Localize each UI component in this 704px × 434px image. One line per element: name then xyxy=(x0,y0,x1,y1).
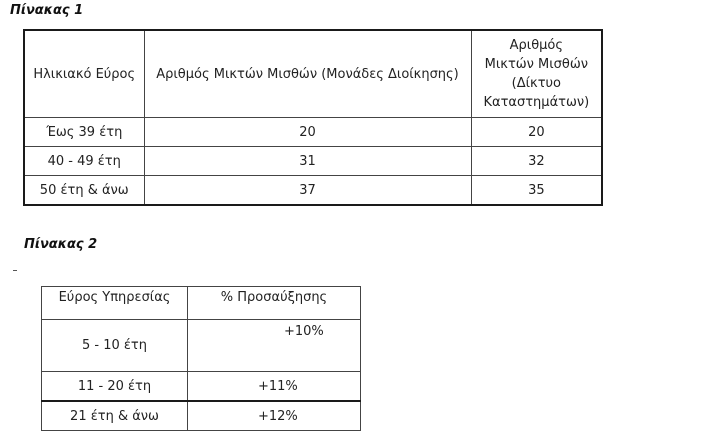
age-range-salaries-table xyxy=(23,29,603,206)
table-row xyxy=(42,372,361,402)
table-2-caption: Πίνακας 2 xyxy=(24,237,98,252)
age-range-cell: Έως 39 έτη xyxy=(24,118,144,147)
header-branch-network-salaries: Αριθμός Μικτών Μισθών (Δίκτυο Καταστημάτων) xyxy=(471,30,602,118)
admin-units-cell: 20 xyxy=(144,118,471,147)
age-range-cell: 40 - 49 έτη xyxy=(24,147,144,176)
table-row xyxy=(42,401,361,431)
header-admin-units-salaries: Αριθμός Μικτών Μισθών (Μονάδες Διοίκησης) xyxy=(144,30,471,118)
increase-percent-cell: +12% xyxy=(188,401,361,431)
table-row xyxy=(24,147,602,176)
table-1-caption: Πίνακας 1 xyxy=(10,3,84,18)
branch-network-cell: 20 xyxy=(471,118,602,147)
header-increase-percent: % Προσαύξησης xyxy=(188,287,361,320)
table-row xyxy=(24,118,602,147)
branch-network-cell: 32 xyxy=(471,147,602,176)
header-age-range: Ηλικιακό Εύρος xyxy=(24,30,144,118)
branch-network-cell: 35 xyxy=(471,176,602,206)
table-header-row xyxy=(24,30,602,118)
service-range-cell: 21 έτη & άνω xyxy=(42,401,188,431)
table-row xyxy=(42,320,361,372)
increase-percent-cell: +11% xyxy=(188,372,361,402)
service-range-cell: 5 - 10 έτη xyxy=(42,320,188,372)
table-row xyxy=(24,176,602,206)
stray-mark xyxy=(13,270,17,271)
header-service-range: Εύρος Υπηρεσίας xyxy=(42,287,188,320)
increase-percent-cell: +10% xyxy=(188,320,361,372)
service-range-increase-table xyxy=(41,286,361,431)
admin-units-cell: 37 xyxy=(144,176,471,206)
admin-units-cell: 31 xyxy=(144,147,471,176)
service-range-cell: 11 - 20 έτη xyxy=(42,372,188,402)
age-range-cell: 50 έτη & άνω xyxy=(24,176,144,206)
table-header-row xyxy=(42,287,361,320)
